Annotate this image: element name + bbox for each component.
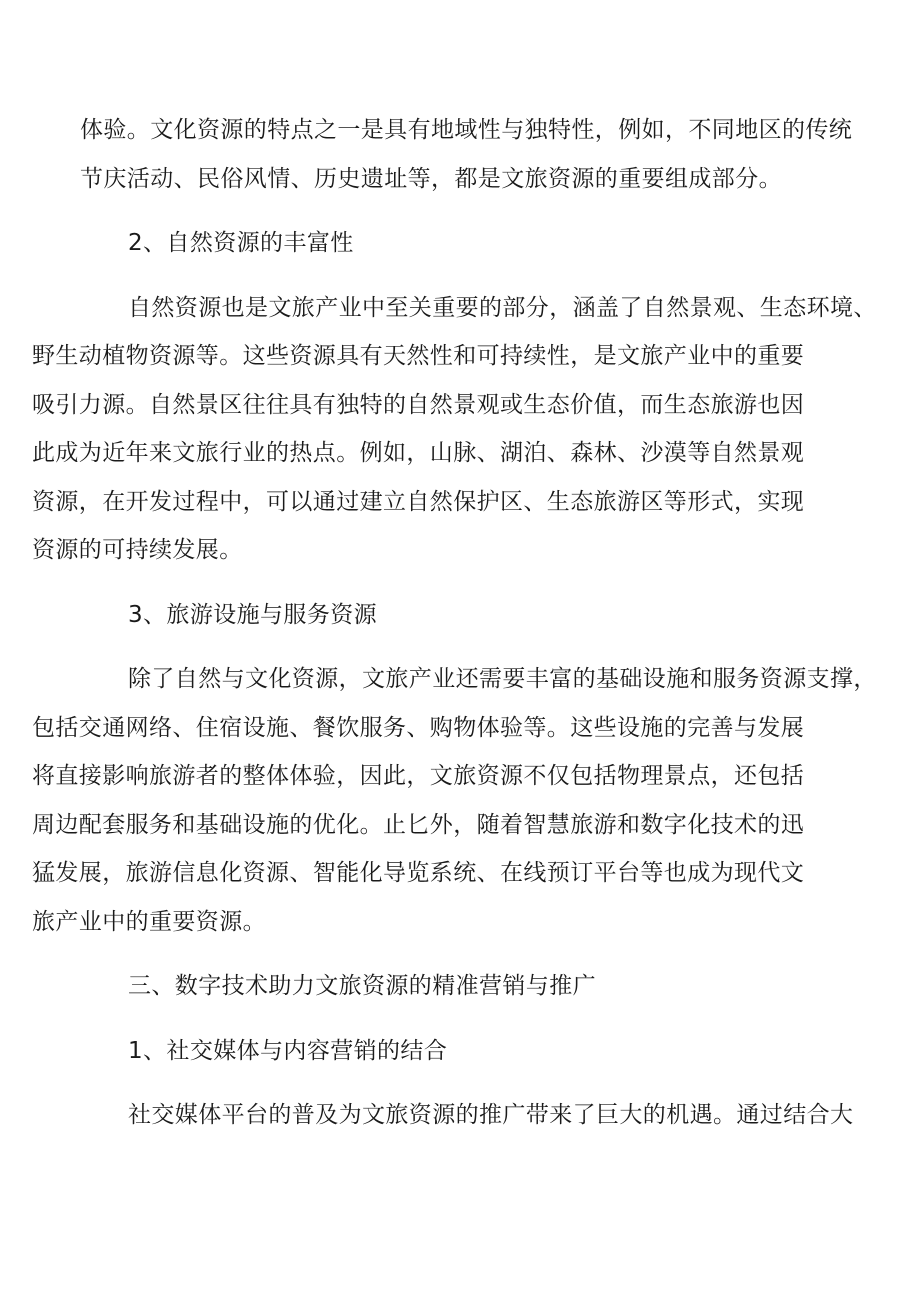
- text-line: 社交媒体平台的普及为文旅资源的推广带来了巨大的机遇。通过结合大: [128, 1102, 854, 1128]
- text-line: 资源的可持续发展。: [32, 537, 243, 563]
- text-line: 吸引力源。自然景区往往具有独特的自然景观或生态价值，而生态旅游也因: [32, 391, 805, 418]
- chapter-heading-digital-marketing: 三、数字技术助力文旅资源的精准营销与推广: [128, 973, 596, 999]
- text-line: 野生动植物资源等。这些资源具有天然性和可持续性，是文旅产业中的重要: [32, 343, 805, 369]
- document-page: [32, 106, 877, 1140]
- text-line: 包括交通网络、住宿设施、餐饮服务、购物体验等。这些设施的完善与发展: [32, 714, 805, 741]
- text-line: 自然资源也是文旅产业中至关重要的部分，涵盖了自然景观、生态环境、: [128, 294, 877, 321]
- paragraph-social-media: [80, 1091, 855, 1140]
- paragraph-natural-resources: [32, 284, 877, 575]
- paragraph-tourism-facilities: [32, 655, 877, 946]
- text-line: 周边配套服务和基础设施的优化。止匕外，随着智慧旅游和数字化技术的迅: [32, 811, 805, 838]
- text-line: 体验。文化资源的特点之一是具有地域性与独特性，例如，不同地区的传统: [80, 117, 853, 143]
- section-heading-tourism-facilities: 3、旅游设施与服务资源: [128, 601, 378, 628]
- text-line: 旅产业中的重要资源。: [32, 908, 266, 935]
- text-line: 资源，在开发过程中，可以通过建立自然保护区、生态旅游区等形式，实现: [32, 488, 805, 515]
- section-heading-natural-resources: 2、自然资源的丰富性: [128, 230, 354, 256]
- section-heading-social-media: 1、社交媒体与内容营销的结合: [128, 1037, 448, 1064]
- text-line: 除了自然与文化资源，文旅产业还需要丰富的基础设施和服务资源支撑，: [128, 666, 877, 692]
- text-line: 将直接影响旅游者的整体体验，因此，文旅资源不仅包括物理景点，还包括: [32, 763, 805, 789]
- text-line: 此成为近年来文旅行业的热点。例如，山脉、湖泊、森林、沙漠等自然景观: [32, 440, 805, 466]
- paragraph-culture-continued: [80, 106, 855, 203]
- text-line: 猛发展，旅游信息化资源、智能化导览系统、在线预订平台等也成为现代文: [32, 860, 805, 886]
- text-line: 节庆活动、民俗风情、历史遗址等，都是文旅资源的重要组成部分。: [80, 165, 782, 192]
